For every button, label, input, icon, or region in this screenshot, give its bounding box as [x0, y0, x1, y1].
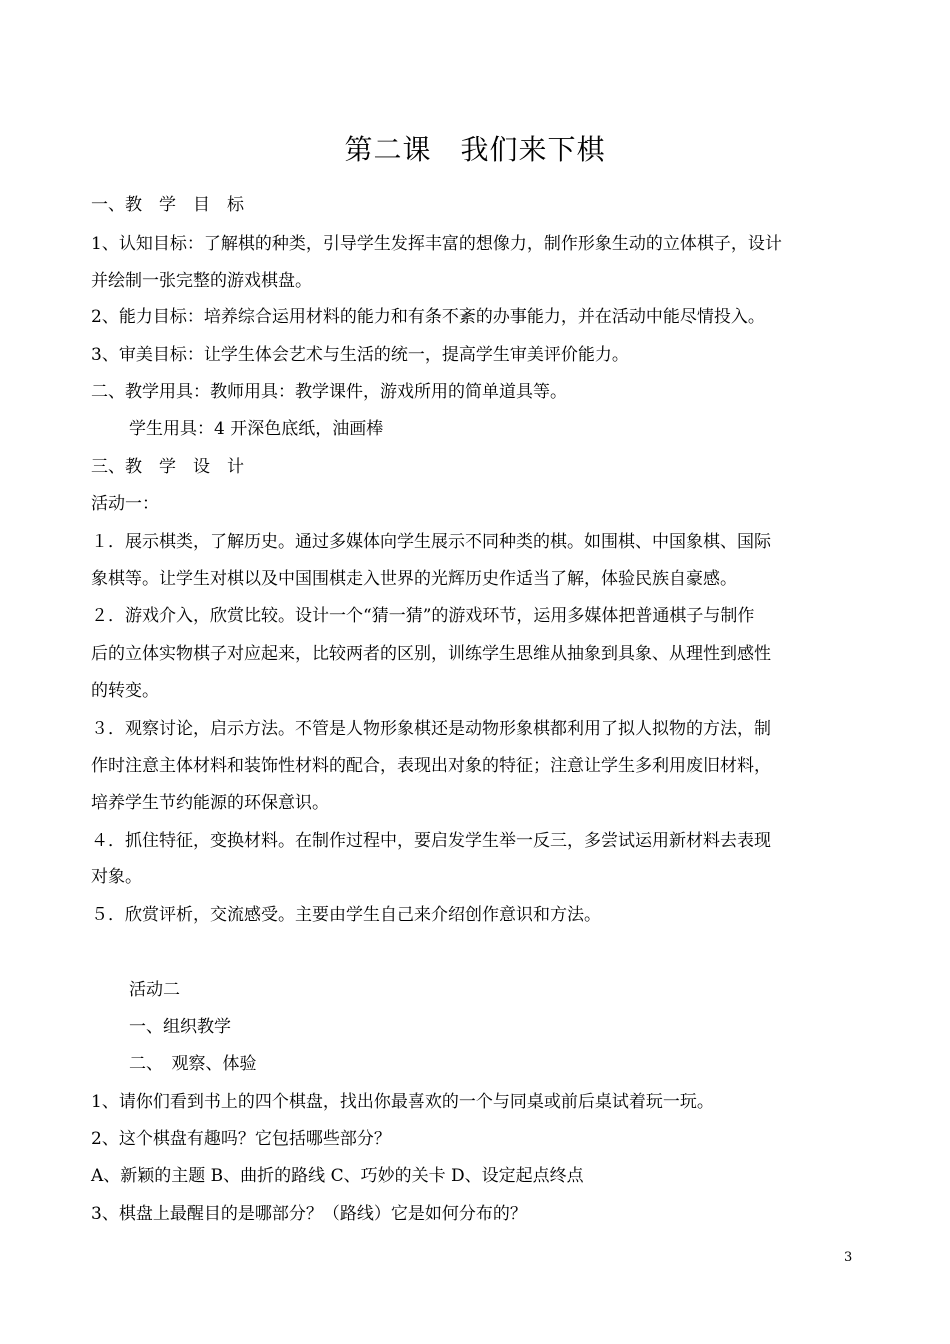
paragraph-line: 2、这个棋盘有趣吗？它包括哪些部分？ [91, 1129, 391, 1149]
section-heading-tools: 二、教学用具：教师用具：教学课件，游戏所用的简单道具等。 [91, 382, 567, 402]
paragraph-line: ２．游戏介入，欣赏比较。设计一个“猜一猜”的游戏环节，运用多媒体把普通棋子与制作 [91, 606, 755, 626]
page-number: 3 [844, 1250, 853, 1265]
page-title: 第二课 我们来下棋 [344, 133, 606, 166]
paragraph-line: ５．欣赏评析，交流感受。主要由学生自己来介绍创作意识和方法。 [91, 905, 601, 925]
paragraph-line: A、新颖的主题 B、曲折的路线 C、巧妙的关卡 D、设定起点终点 [91, 1166, 584, 1186]
activity-heading: 活动一： [91, 494, 159, 514]
paragraph-line: 1、认知目标：了解棋的种类，引导学生发挥丰富的想像力，制作形象生动的立体棋子，设计 [91, 234, 782, 254]
paragraph-line: 作时注意主体材料和装饰性材料的配合，表现出对象的特征；注意让学生多利用废旧材料， [91, 756, 771, 776]
section-heading-design: 三、教 学 设 计 [91, 457, 244, 477]
paragraph-line: ３．观察讨论，启示方法。不管是人物形象棋还是动物形象棋都利用了拟人拟物的方法，制 [91, 719, 771, 739]
paragraph-line: 1、请你们看到书上的四个棋盘，找出你最喜欢的一个与同桌或前后桌试着玩一玩。 [91, 1092, 714, 1112]
paragraph-line: 学生用具：4 开深色底纸，油画棒 [129, 419, 384, 439]
paragraph-line: 2、能力目标：培养综合运用材料的能力和有条不紊的办事能力，并在活动中能尽情投入。 [91, 307, 765, 327]
subsection-heading: 一、组织教学 [129, 1017, 231, 1037]
paragraph-line: １．展示棋类，了解历史。通过多媒体向学生展示不同种类的棋。如围棋、中国象棋、国际 [91, 532, 771, 552]
paragraph-line: 并绘制一张完整的游戏棋盘。 [91, 271, 312, 291]
activity-heading: 活动二 [129, 980, 180, 1000]
paragraph-line: 对象。 [91, 867, 142, 887]
paragraph-line: 的转变。 [91, 681, 159, 701]
paragraph-line: 培养学生节约能源的环保意识。 [91, 793, 329, 813]
paragraph-line: ４．抓住特征，变换材料。在制作过程中，要启发学生举一反三，多尝试运用新材料去表现 [91, 831, 771, 851]
paragraph-line: 3、审美目标：让学生体会艺术与生活的统一，提高学生审美评价能力。 [91, 345, 629, 365]
section-heading-objectives: 一、教 学 目 标 [91, 195, 244, 215]
paragraph-line: 后的立体实物棋子对应起来，比较两者的区别，训练学生思维从抽象到具象、从理性到感性 [91, 644, 771, 664]
paragraph-line: 3、棋盘上最醒目的是哪部分？（路线）它是如何分布的？ [91, 1204, 527, 1224]
paragraph-line: 象棋等。让学生对棋以及中国围棋走入世界的光辉历史作适当了解，体验民族自豪感。 [91, 569, 737, 589]
subsection-heading: 二、 观察、体验 [129, 1054, 257, 1074]
